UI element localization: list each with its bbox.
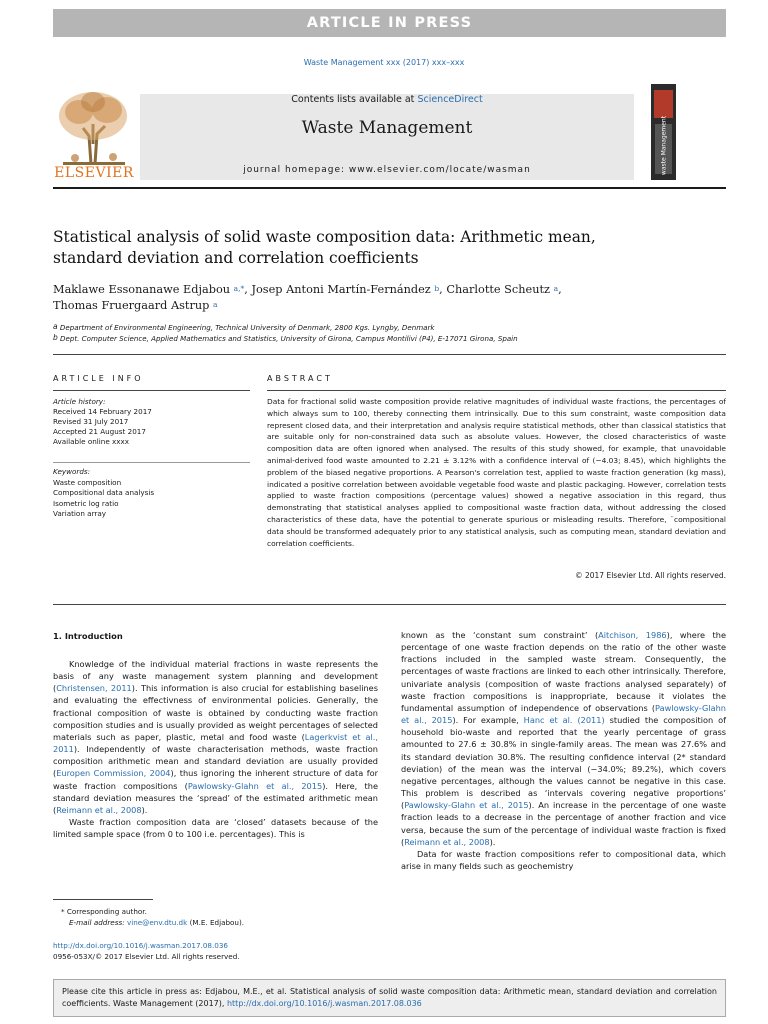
title-line-2: standard deviation and correlation coefficients bbox=[53, 249, 419, 267]
citation-link[interactable]: Pawlowsky-Glahn et al., 2015 bbox=[404, 800, 529, 811]
body-column-left bbox=[53, 658, 378, 840]
abstract-end-divider bbox=[53, 604, 726, 605]
text-span: ). bbox=[489, 836, 496, 847]
email-note bbox=[53, 917, 378, 928]
text-span: Knowledge of the individual material fractions in waste represents the basis of any waste management system planning and development ( bbox=[53, 659, 378, 694]
title-line-1: Statistical analysis of solid waste composition data: Arithmetic mean, bbox=[53, 228, 596, 246]
text-span: ). This information is also crucial for establishing baselines and evaluating the effectivness of environmental policies. Generally, the fractional composition of waste is obtained by conducting waste fraction composition studies and is usually provided as weight percentages of selected materials such as paper, plastic, metal and food waste ( bbox=[53, 683, 378, 742]
keyword-item: Compositional data analysis bbox=[53, 488, 155, 498]
footnote-divider bbox=[53, 899, 153, 900]
journal-cover-image bbox=[651, 84, 676, 180]
article-info-heading: ARTICLE INFO bbox=[53, 374, 144, 383]
history-label: Article history: bbox=[53, 397, 106, 406]
citation-link[interactable]: Lagerkvist et al., 2011 bbox=[53, 731, 378, 755]
text-span: ). An increase in the percentage of one waste fraction leads to a decrease in the percentage of another fraction and vice versa, because the sum of the percentage of individual waste fraction is fixed ( bbox=[401, 800, 726, 847]
keywords bbox=[53, 467, 253, 520]
publisher-name: ELSEVIER bbox=[54, 165, 134, 181]
affil-a: Department of Environmental Engineering, Technical University of Denmark, 2800 Kgs. Lyngby, Denmark bbox=[59, 323, 435, 332]
corresponding-author-note: * Corresponding author. bbox=[61, 907, 147, 916]
sciencedirect-link[interactable]: ScienceDirect bbox=[417, 94, 483, 105]
email-link[interactable]: vine@env.dtu.dk bbox=[126, 918, 188, 927]
citation-link[interactable]: Hanc et al. (2011) bbox=[523, 715, 605, 726]
citation-link[interactable]: Europen Commission, 2004 bbox=[56, 768, 171, 779]
email-suffix: (M.E. Edjabou). bbox=[189, 918, 245, 927]
doi-block bbox=[53, 941, 378, 962]
journal-header bbox=[140, 94, 634, 180]
history-accepted: Accepted 21 August 2017 bbox=[53, 427, 146, 436]
cover-title: waste Management bbox=[660, 115, 668, 176]
citation-link[interactable]: Reimann et al., 2008 bbox=[404, 836, 490, 847]
intro-paragraph-3 bbox=[401, 629, 726, 848]
author-list bbox=[53, 282, 733, 314]
cite-text: Please cite this article in press as: Edjabou, M.E., et al. Statistical analysis of solid waste composition data: Arithmetic mean, standard deviation and correlation coefficients. Waste Management (2017), bbox=[62, 987, 717, 1008]
paper-title bbox=[53, 227, 713, 269]
author-2-affil[interactable]: b bbox=[434, 284, 440, 293]
text-span: ). Independently of waste characterisation methods, waste fraction composition arithmetic mean and standard deviation are usually provided ( bbox=[53, 744, 378, 779]
author-1-affil[interactable]: a,* bbox=[233, 284, 245, 293]
keyword-item: Isometric log ratio bbox=[53, 498, 119, 508]
elsevier-logo bbox=[53, 84, 135, 182]
keywords-label: Keywords: bbox=[53, 467, 91, 476]
citation-link[interactable]: Reimann et al., 2008 bbox=[56, 804, 142, 815]
affil-b-letter: b bbox=[53, 333, 58, 342]
intro-paragraph-1 bbox=[53, 658, 378, 816]
citation-link[interactable]: Christensen, 2011 bbox=[56, 683, 132, 694]
author-4-affil[interactable]: a bbox=[212, 300, 218, 309]
affil-b: Dept. Computer Science, Applied Mathematics and Statistics, University of Girona, Campus Montilivi (P4), E-17071 Girona, Spain bbox=[60, 334, 518, 343]
email-label: E-mail address: bbox=[69, 918, 125, 927]
abstract-text: Data for fractional solid waste composition provide relative magnitudes of individual waste fractions, the percentages of which always sum to 100, thereby connecting them intrinsically. Due to this sum constraint, waste composition data represent closed data, and their interpretation and analysis require statistical methods, other than classical statistics that are suitable only for non-constrained data such as absolute values. However, the closed characteristics of waste composition data are often ignored when analysed. The results of this study showed, for example, that unavoidable animal-derived food waste amounted to 2.21 ± 3.12% with a confidence interval of (−4.03; 8.45), which highlights the problem of the biased negative proportions. A Pearson's correlation test, applied to waste fraction generation (kg mass), indicated a positive correlation between avoidable vegetable food waste and plastic packaging. However, correlation tests applied to waste fraction compositions (percentage values) showed a negative association in this regard, thus demonstrating that statistical analyses applied to compositional waste fraction data, without addressing the closed characteristics of these data, have the potential to generate spurious or misleading results. Therefore, ¨compositional data should be transformed adequately prior to any statistical analysis, such as computing mean, standard deviation and correlation coefficients. bbox=[267, 397, 726, 548]
history-received: Received 14 February 2017 bbox=[53, 407, 152, 416]
author-4[interactable]: Thomas Fruergaard Astrup bbox=[53, 299, 210, 312]
article-history bbox=[53, 397, 253, 447]
cite-doi-link[interactable]: http://dx.doi.org/10.1016/j.wasman.2017.08.036 bbox=[226, 998, 422, 1008]
body-column-right bbox=[401, 629, 726, 872]
keyword-divider bbox=[53, 462, 250, 463]
contents-line bbox=[140, 94, 634, 105]
journal-homepage[interactable]: journal homepage: www.elsevier.com/locate/wasman bbox=[243, 165, 531, 175]
issn-line: 0956-053X/© 2017 Elsevier Ltd. All rights reserved. bbox=[53, 951, 240, 961]
abstract-heading: ABSTRACT bbox=[267, 374, 333, 383]
intro-paragraph-2: Waste fraction composition data are ‘closed’ datasets because of the limited sample space (from 0 to 100 i.e. percentages). This is bbox=[53, 817, 378, 840]
text-span: ), where the percentage of one waste fraction depends on the ratio of the other waste fractions included in the sampled waste stream. Consequently, the percentages of waste fractions are linked to each other intrinsically. Therefore, univariate analysis (composition of waste fractions analysed separately) of waste fraction compositions is inappropriate, because it violates the fundamental assumption of independence of observations ( bbox=[401, 630, 726, 713]
affil-a-letter: a bbox=[53, 322, 58, 331]
introduction-heading: 1. Introduction bbox=[53, 631, 123, 641]
text-span: ). bbox=[141, 804, 148, 815]
author-2[interactable]: , Josep Antoni Martín-Fernández bbox=[244, 283, 431, 296]
keyword-item: Waste composition bbox=[53, 477, 122, 487]
citation-link[interactable]: Aitchison, 1986 bbox=[598, 630, 667, 640]
citation-link[interactable]: Pawlowsky-Glahn et al., 2015 bbox=[187, 780, 323, 791]
author-3-affil[interactable]: a bbox=[553, 284, 559, 293]
keyword-item: Variation array bbox=[53, 509, 107, 519]
doi-link[interactable]: http://dx.doi.org/10.1016/j.wasman.2017.08.036 bbox=[53, 941, 228, 950]
affiliations bbox=[53, 322, 733, 344]
history-revised: Revised 31 July 2017 bbox=[53, 417, 129, 426]
citation-link[interactable]: Pawlowsky-Glahn et al., 2015 bbox=[401, 702, 726, 726]
text-span: studied the composition of household bio-waste and reported that the yearly percentage of grass amounted to 27.6 ± 30.8% in single-family areas. The mean was 27.6% and its standard deviation 30.8%. The resulting confidence interval (2* standard deviation) of the mean was the interval (−34.0%; 89.2%), which covers negative percentages, although the values cannot be negative in this case. This problem is described as ‘intervals covering negative proportions’ ( bbox=[401, 715, 726, 811]
journal-citation-link[interactable]: Waste Management xxx (2017) xxx–xxx bbox=[303, 58, 465, 67]
header-divider bbox=[53, 187, 726, 189]
journal-title: Waste Management bbox=[301, 118, 473, 138]
footnotes bbox=[53, 906, 378, 928]
abstract-divider bbox=[267, 390, 726, 391]
article-in-press-banner: ARTICLE IN PRESS bbox=[53, 9, 726, 37]
text-span: ). For example, bbox=[452, 715, 524, 726]
text-span: ). Here, the standard deviation measures the ‘spread’ of the estimated arithmetic mean ( bbox=[53, 780, 378, 815]
author-3[interactable]: , Charlotte Scheutz bbox=[439, 283, 550, 296]
intro-paragraph-4: Data for waste fraction compositions refer to compositional data, which arise in many fields such as geochemistry bbox=[401, 848, 726, 871]
affiliation-divider bbox=[53, 354, 726, 355]
author-1[interactable]: Maklawe Essonanawe Edjabou bbox=[53, 283, 231, 296]
text-span: known as the ‘constant sum constraint’ ( bbox=[401, 630, 599, 640]
abstract-copyright: © 2017 Elsevier Ltd. All rights reserved. bbox=[575, 571, 726, 580]
history-online: Available online xxxx bbox=[53, 437, 130, 446]
contents-prefix: Contents lists available at bbox=[291, 94, 415, 105]
article-info-divider bbox=[53, 390, 250, 391]
text-span: ), thus ignoring the inherent structure of data for waste fraction compositions ( bbox=[53, 768, 378, 791]
cite-this-article-box bbox=[53, 979, 726, 1017]
author-separator: , bbox=[558, 283, 562, 296]
